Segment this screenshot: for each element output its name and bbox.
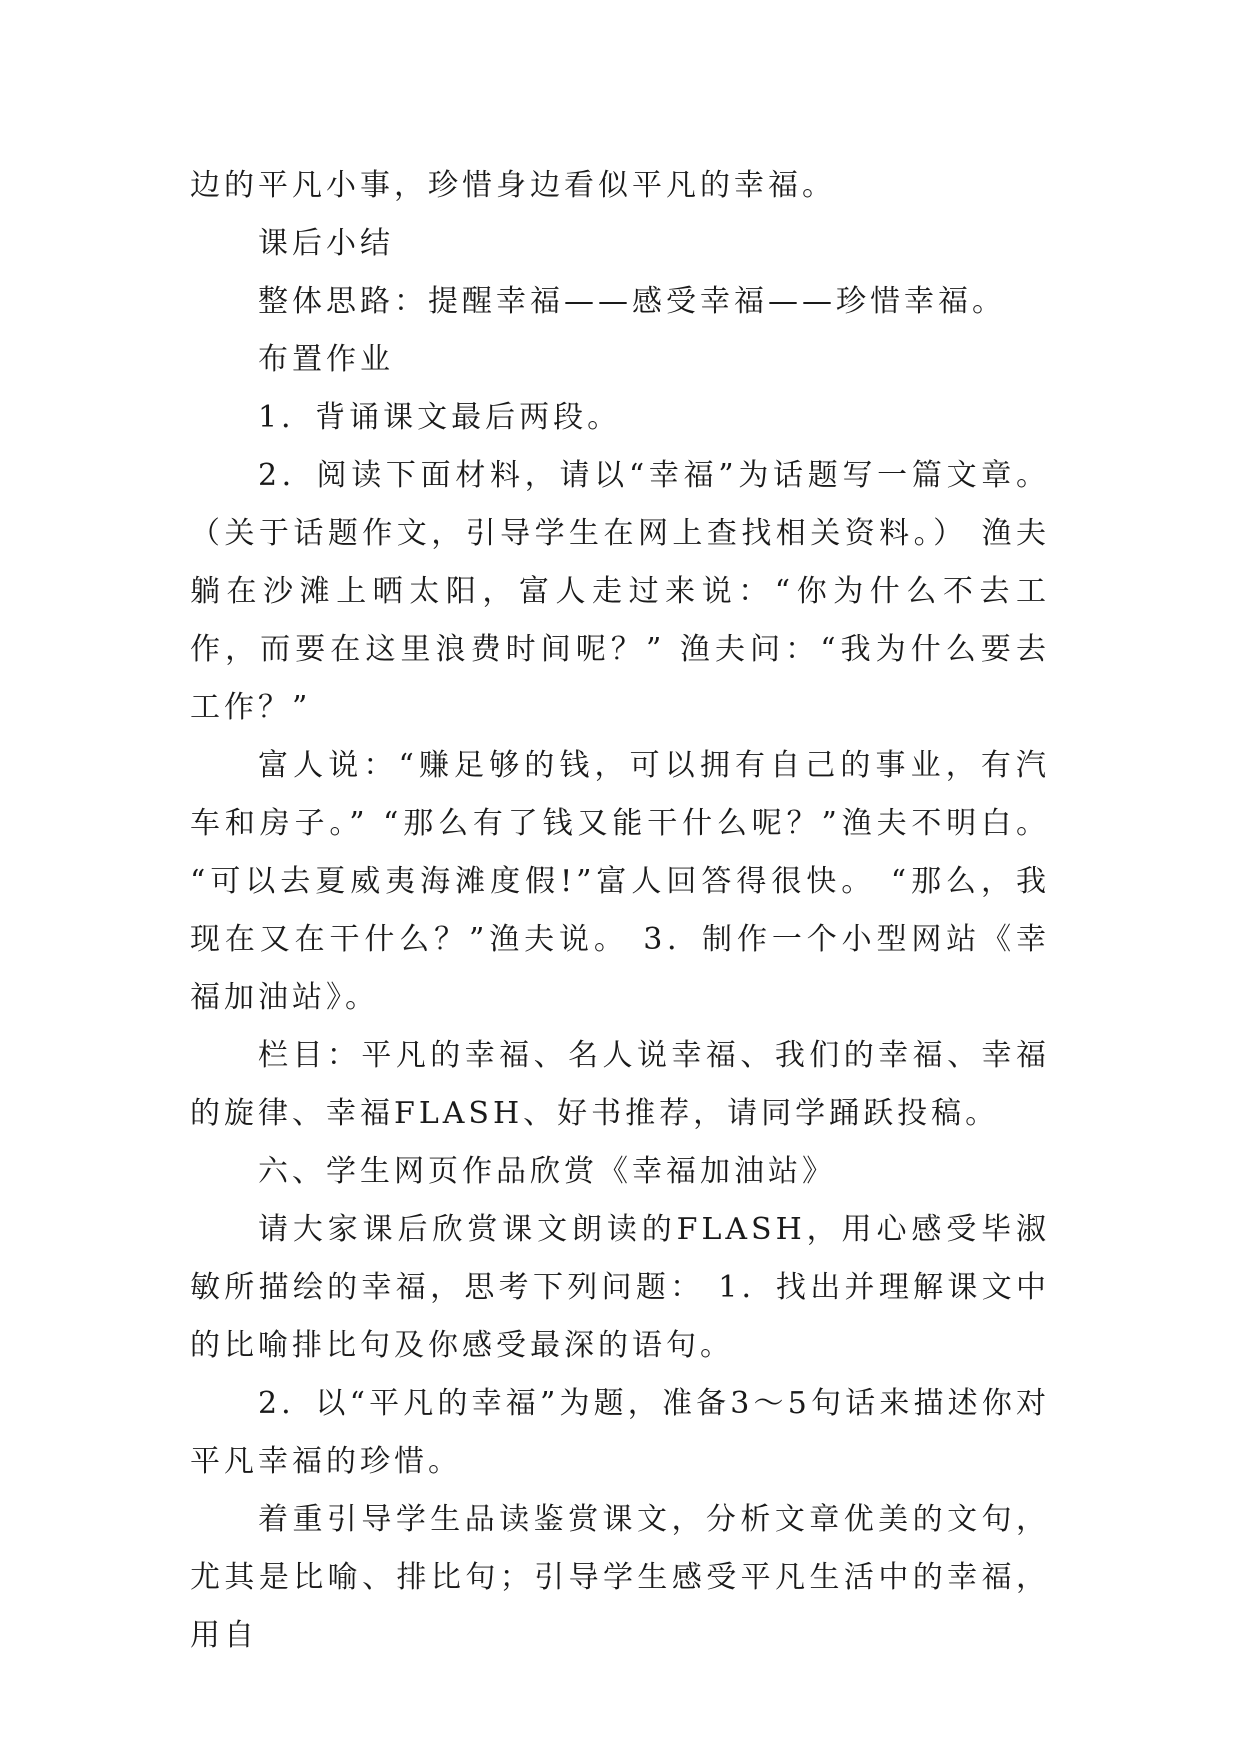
paragraph-6: 2．阅读下面材料，请以“幸福”为话题写一篇文章。（关于话题作文，引导学生在网上查找相关资料。） 渔夫躺在沙滩上晒太阳，富人走过来说：“你为什么不去工作，而要在这里浪费时间呢？” 渔夫问：“我为什么要去工作？” bbox=[190, 458, 1050, 725]
paragraph-2: 课后小结 bbox=[258, 226, 394, 261]
paragraph-7: 富人说：“赚足够的钱，可以拥有自己的事业，有汽车和房子。” “那么有了钱又能干什么呢？”渔夫不明白。 “可以去夏威夷海滩度假!”富人回答得很快。 “那么，我现在又在干什么？”渔夫说。 3．制作一个小型网站《幸福加油站》。 bbox=[190, 748, 1050, 1015]
paragraph-3: 整体思路：提醒幸福——感受幸福——珍惜幸福。 bbox=[258, 284, 1006, 319]
paragraph-4: 布置作业 bbox=[258, 342, 394, 377]
paragraph-8: 栏目：平凡的幸福、名人说幸福、我们的幸福、幸福的旋律、幸福FLASH、好书推荐，请同学踊跃投稿。 bbox=[190, 1038, 1050, 1131]
paragraph-1: 边的平凡小事，珍惜身边看似平凡的幸福。 bbox=[190, 168, 836, 203]
paragraph-11: 2．以“平凡的幸福”为题，准备3～5句话来描述你对平凡幸福的珍惜。 bbox=[190, 1386, 1050, 1479]
paragraph-5: 1．背诵课文最后两段。 bbox=[258, 400, 622, 435]
paragraph-9: 六、学生网页作品欣赏《幸福加油站》 bbox=[258, 1154, 836, 1189]
document-body bbox=[190, 157, 1050, 1665]
paragraph-12: 着重引导学生品读鉴赏课文，分析文章优美的文句，尤其是比喻、排比句；引导学生感受平凡生活中的幸福，用自 bbox=[190, 1502, 1050, 1653]
paragraph-10: 请大家课后欣赏课文朗读的FLASH，用心感受毕淑敏所描绘的幸福，思考下列问题： 1．找出并理解课文中的比喻排比句及你感受最深的语句。 bbox=[190, 1212, 1050, 1363]
